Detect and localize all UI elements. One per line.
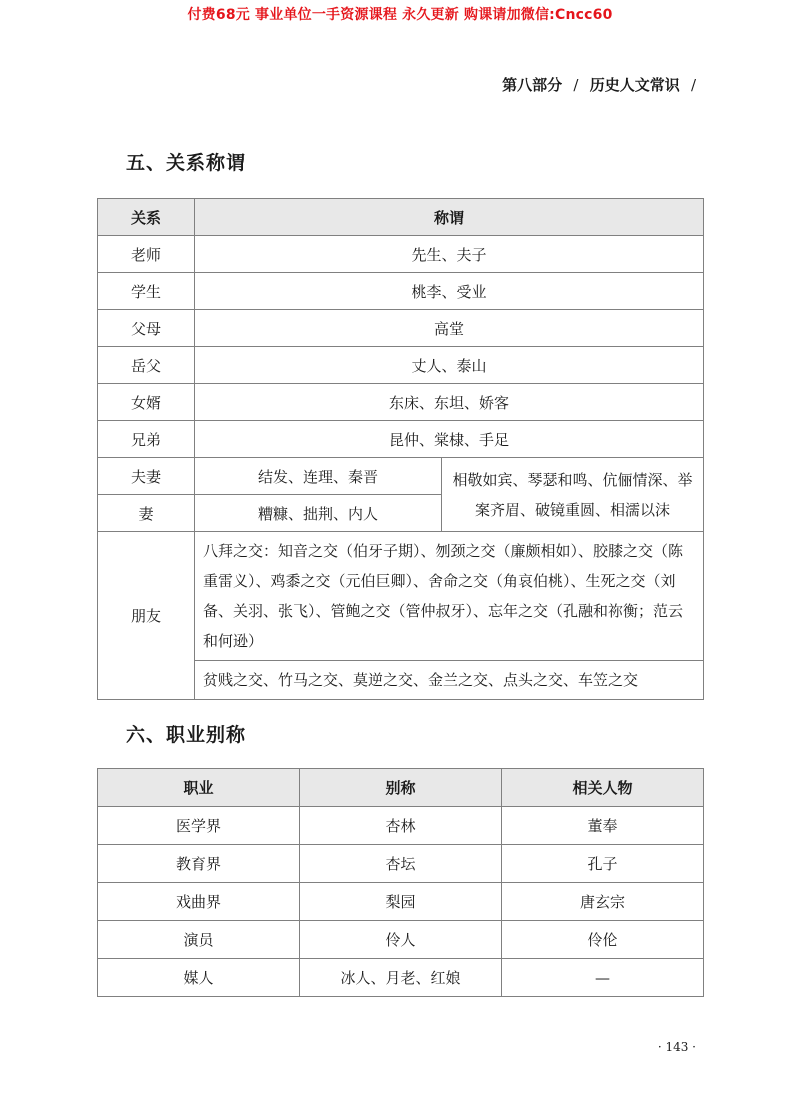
section-title-relations: 五、关系称谓	[126, 152, 247, 174]
header-separator-left: /	[573, 76, 579, 94]
table-row	[98, 236, 704, 273]
column-header: 关系	[98, 199, 195, 236]
relation-cell: 女婿	[98, 384, 195, 421]
watermark-banner: 付费68元 事业单位一手资源课程 永久更新 购课请加微信:Cncc60	[187, 7, 613, 23]
person-cell: 唐玄宗	[502, 883, 704, 921]
term-cell: 糟糠、拙荆、内人	[195, 495, 442, 532]
header-separator-right: /	[690, 76, 696, 94]
alias-cell: 杏林	[300, 807, 502, 845]
job-cell: 媒人	[98, 959, 300, 997]
table-row	[98, 347, 704, 384]
table-header-row	[98, 199, 704, 236]
section-title-professions: 六、职业别称	[126, 724, 247, 746]
job-cell: 演员	[98, 921, 300, 959]
table-row	[98, 310, 704, 347]
column-header: 相关人物	[502, 769, 704, 807]
term-cell: 结发、连理、秦晋	[195, 458, 442, 495]
relation-cell: 老师	[98, 236, 195, 273]
relation-cell: 父母	[98, 310, 195, 347]
spouse-shared-cell: 相敬如宾、琴瑟和鸣、伉俪情深、举案齐眉、破镜重圆、相濡以沫	[442, 458, 704, 532]
alias-cell: 冰人、月老、红娘	[300, 959, 502, 997]
term-cell: 丈人、泰山	[195, 347, 704, 384]
column-header: 称谓	[195, 199, 704, 236]
job-cell: 教育界	[98, 845, 300, 883]
table-row	[98, 384, 704, 421]
table-row	[98, 421, 704, 458]
job-cell: 戏曲界	[98, 883, 300, 921]
relation-cell: 岳父	[98, 347, 195, 384]
alias-cell: 伶人	[300, 921, 502, 959]
table-row	[98, 883, 704, 921]
friends-terms-cell: 八拜之交：知音之交（伯牙子期）、刎颈之交（廉颇相如）、胶膝之交（陈重雷义）、鸡黍之交（元伯巨卿）、舍命之交（角哀伯桃）、生死之交（刘备、关羽、张飞）、管鲍之交（管仲叔牙）、忘年之交（孔融和祢衡；范云和何逊）	[195, 532, 704, 661]
person-cell: —	[502, 959, 704, 997]
job-cell: 医学界	[98, 807, 300, 845]
friends-terms-cell: 贫贱之交、竹马之交、莫逆之交、金兰之交、点头之交、车笠之交	[195, 661, 704, 700]
table-row	[98, 921, 704, 959]
table-row	[98, 807, 704, 845]
term-cell: 桃李、受业	[195, 273, 704, 310]
header-topic: 历史人文常识	[589, 76, 680, 94]
term-cell: 先生、夫子	[195, 236, 704, 273]
relation-cell: 兄弟	[98, 421, 195, 458]
table-header-row	[98, 769, 704, 807]
professions-table	[97, 768, 704, 997]
relation-cell: 夫妻	[98, 458, 195, 495]
term-cell: 高堂	[195, 310, 704, 347]
relation-cell: 朋友	[98, 532, 195, 700]
running-header	[502, 74, 702, 95]
header-part: 第八部分	[502, 76, 563, 94]
page-number: · 143 ·	[657, 1040, 696, 1054]
person-cell: 伶伦	[502, 921, 704, 959]
table-row	[98, 273, 704, 310]
table-row	[98, 845, 704, 883]
relations-table	[97, 198, 704, 700]
table-row	[98, 959, 704, 997]
table-row	[98, 532, 704, 661]
alias-cell: 杏坛	[300, 845, 502, 883]
column-header: 别称	[300, 769, 502, 807]
column-header: 职业	[98, 769, 300, 807]
alias-cell: 梨园	[300, 883, 502, 921]
person-cell: 孔子	[502, 845, 704, 883]
table-row	[98, 458, 704, 495]
term-cell: 昆仲、棠棣、手足	[195, 421, 704, 458]
term-cell: 东床、东坦、娇客	[195, 384, 704, 421]
person-cell: 董奉	[502, 807, 704, 845]
relation-cell: 学生	[98, 273, 195, 310]
relation-cell: 妻	[98, 495, 195, 532]
